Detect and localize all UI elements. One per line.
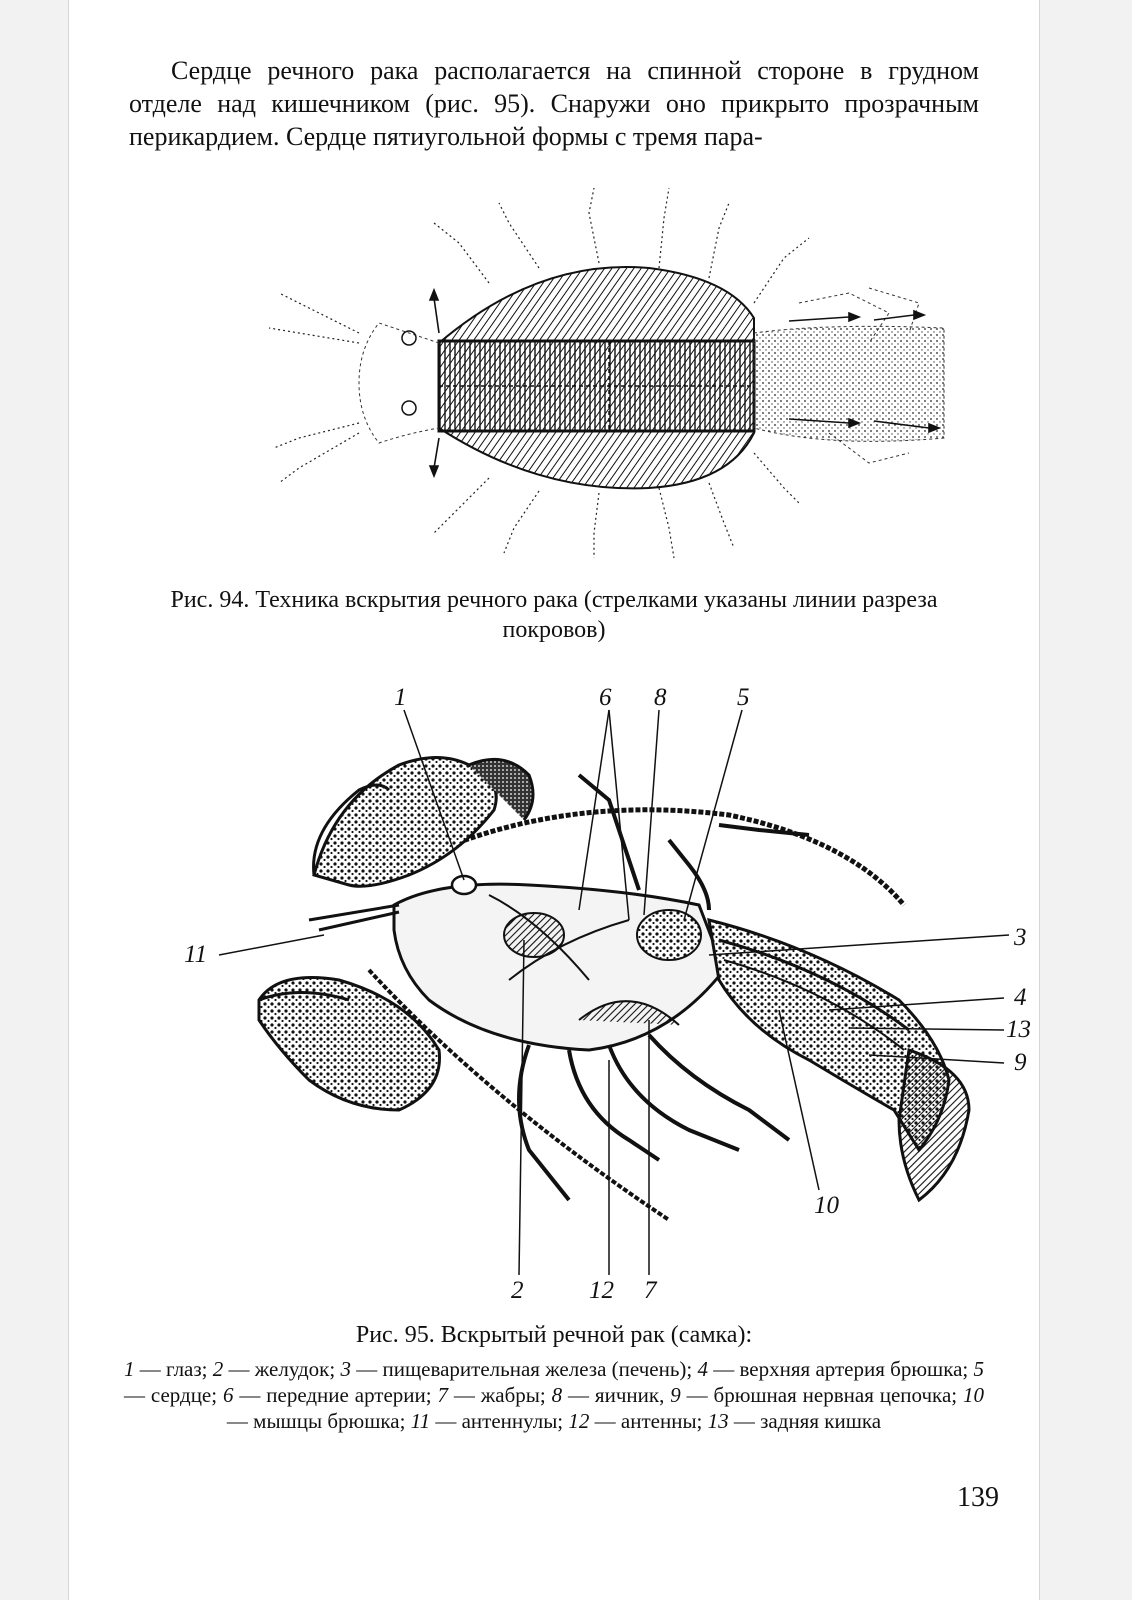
legend-num: 9 [670,1383,681,1407]
figure-95-caption: Рис. 95. Вскрытый речной рак (самка): [355,1322,753,1348]
legend-text: — пищеварительная железа (печень); [350,1357,698,1381]
legend-text: — глаз; [134,1357,213,1381]
legend-text: — яичник, [562,1383,671,1407]
head-outline [359,323,439,443]
legend-num: 11 [410,1409,431,1433]
figure-95-legend [124,1356,984,1434]
book-page [68,0,1040,1600]
legend-text: — передние артерии; [233,1383,438,1407]
legend-text: — задняя кишка [728,1409,882,1433]
label-7: 7 [644,1277,657,1304]
tail-fan [899,1050,969,1200]
legend-text: — антенны; [589,1409,708,1433]
legend-num: 7 [437,1383,448,1407]
legend-num: 10 [963,1383,984,1407]
figure-94-caption: Рис. 94. Техника вскрытия речного рака (стрелками указаны линии разреза покровов) [170,587,938,643]
eye-bottom [402,401,416,415]
legend-text: — желудок; [223,1357,341,1381]
legend-text: — сердце; [124,1383,223,1407]
label-1: 1 [394,684,407,711]
cephalothorax [394,884,724,1050]
legend-text: — брюшная нервная цепочка; [680,1383,963,1407]
label-9: 9 [1014,1049,1027,1076]
legend-num: 2 [212,1357,224,1381]
legend-num: 4 [697,1357,708,1381]
label-13: 13 [1006,1016,1031,1043]
label-11: 11 [184,941,208,968]
legend-num: 8 [551,1383,563,1407]
body-paragraph: Сердце речного рака располагается на спинной стороне в грудном отделе над кишечником (рис. 95). Снаружи оно прикрыто прозрачным перикардием. Сердце пятиугольной формы с тремя пара- [129,56,979,151]
legend-text: — антеннулы; [430,1409,569,1433]
label-2: 2 [511,1277,524,1304]
legend-text: — жабры; [448,1383,552,1407]
legend-text: — мышцы брюшка; [226,1409,411,1433]
figure-95-crayfish-anatomy-drawing [109,680,1009,1310]
page-number: 139 [957,1482,999,1513]
legend-num: 13 [707,1409,729,1433]
label-6: 6 [599,684,612,711]
legend-num: 6 [222,1383,234,1407]
figure-94-crayfish-dissection-drawing [209,183,909,568]
legend-num: 12 [568,1409,590,1433]
upper-claw [314,758,496,887]
label-12: 12 [589,1277,614,1304]
figure-95 [109,680,1031,1310]
lower-claw [259,978,440,1111]
label-8: 8 [654,684,667,711]
legend-num: 5 [973,1357,984,1381]
label-5: 5 [737,684,750,711]
label-3: 3 [1014,924,1027,951]
legend-num: 3 [340,1357,351,1381]
legend-text: — верхняя артерия брюшка; [708,1357,974,1381]
label-10: 10 [814,1192,839,1219]
legend-num: 1 [124,1357,135,1381]
label-4: 4 [1014,984,1027,1011]
